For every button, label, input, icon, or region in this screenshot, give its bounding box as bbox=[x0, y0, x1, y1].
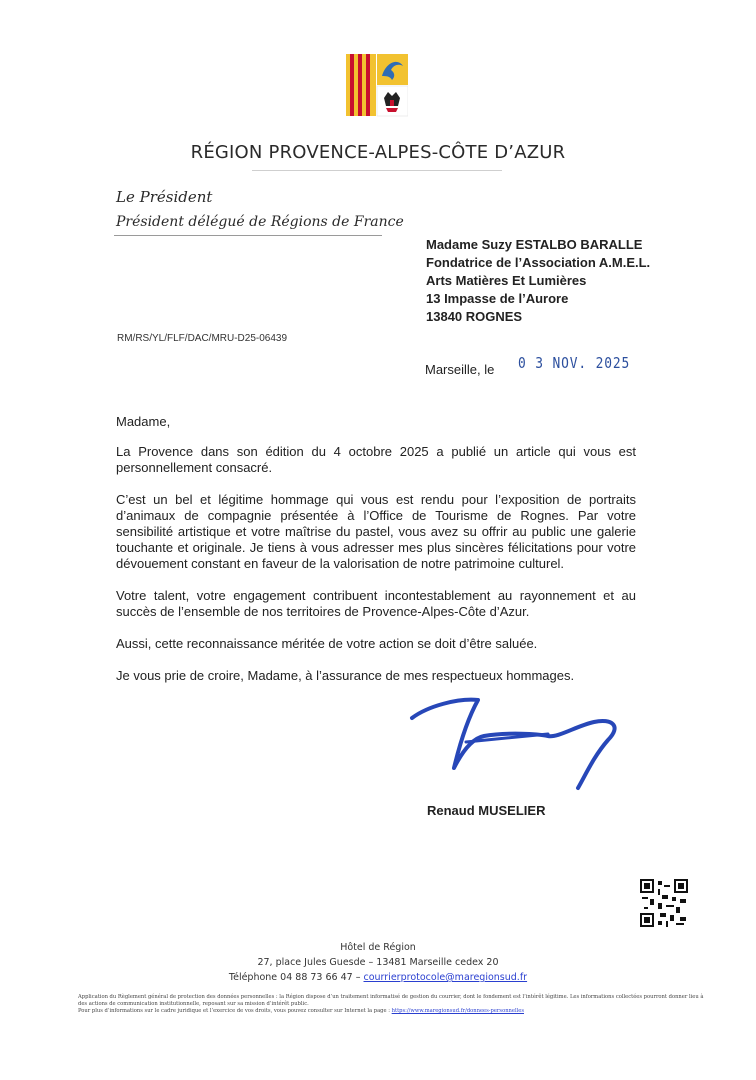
gdpr-footnote bbox=[78, 994, 708, 1015]
header-divider bbox=[252, 170, 502, 171]
recipient-address bbox=[426, 236, 650, 326]
body-paragraph: C’est un bel et légitime hommage qui vous est rendu pour l’exposition de portraits d’animaux de compagnie présentée à l’Office de Tourisme de Rognes. Par votre sensibilité artistique et votre maîtrise du pastel, vous avez su offrir au public une galerie touchante et originale. Je tiens à vous adresser mes plus sincères félicitations pour votre dévouement constant en faveur de la valorisation de notre patrimoine culturel. bbox=[116, 492, 636, 571]
qr-code-icon bbox=[640, 879, 688, 927]
recipient-line: 13 Impasse de l’Aurore bbox=[426, 291, 569, 306]
body-paragraph: Votre talent, votre engagement contribuent incontestablement au rayonnement et au succès de l’ensemble de nos territoires de Provence-Alpes-Côte d’Azur. bbox=[116, 588, 636, 619]
gdpr-info bbox=[78, 1008, 708, 1015]
recipient-line: 13840 ROGNES bbox=[426, 309, 523, 324]
gdpr-text: Application du Règlement général de protection des données personnelles : la Région dispose d’un traitement informatisé de gestion du courrier, dont le fondement est l’intérêt légitime. Les informations collectées pourront donner lieu à des actions de communication institutionnelle, reposant sur sa mission d’intérêt public. bbox=[78, 994, 704, 1007]
footer-contact bbox=[0, 970, 756, 985]
letter-body bbox=[116, 414, 636, 700]
body-paragraph: Je vous prie de croire, Madame, à l’assurance de mes respectueux hommages. bbox=[116, 668, 575, 683]
recipient-line: Fondatrice de l’Association A.M.E.L. bbox=[426, 255, 651, 270]
region-coat-of-arms-icon bbox=[346, 54, 408, 118]
handwritten-signature-icon bbox=[398, 688, 628, 798]
footer-address bbox=[0, 940, 756, 985]
region-name: RÉGION PROVENCE-ALPES-CÔTE D’AZUR bbox=[190, 142, 566, 163]
recipient-line: Arts Matières Et Lumières bbox=[426, 273, 587, 288]
footer-building: Hôtel de Région bbox=[340, 942, 416, 953]
recipient-line: Madame Suzy ESTALBO BARALLE bbox=[426, 237, 643, 252]
president-underline bbox=[114, 235, 382, 236]
reference-number: RM/RS/YL/FLF/DAC/MRU-D25-06439 bbox=[117, 333, 288, 344]
gdpr-info-text: Pour plus d’informations sur le cadre juridique et l’exercice de vos droits, vous pouvez consulter sur Internet la page : bbox=[78, 1008, 390, 1014]
president-title: Le Président bbox=[116, 188, 213, 206]
date-prefix: Marseille, le bbox=[425, 362, 495, 377]
date-stamp: 0 3 NOV. 2025 bbox=[518, 354, 631, 372]
president-subtitle: Président délégué de Régions de France bbox=[116, 214, 404, 230]
footer-email-link[interactable]: courrierprotocole@maregionsud.fr bbox=[363, 972, 528, 983]
salutation: Madame, bbox=[116, 414, 171, 429]
body-paragraph: Aussi, cette reconnaissance méritée de votre action se doit d’être saluée. bbox=[116, 636, 538, 651]
gdpr-link[interactable]: https://www.maregionsud.fr/donnees-personnelles bbox=[391, 1008, 524, 1014]
footer-street: 27, place Jules Guesde – 13481 Marseille cedex 20 bbox=[257, 957, 499, 968]
signer-name: Renaud MUSELIER bbox=[427, 803, 546, 818]
footer-phone: Téléphone 04 88 73 66 47 – bbox=[228, 972, 361, 983]
body-paragraph: La Provence dans son édition du 4 octobre 2025 a publié un article qui vous est personnellement consacré. bbox=[116, 444, 636, 475]
